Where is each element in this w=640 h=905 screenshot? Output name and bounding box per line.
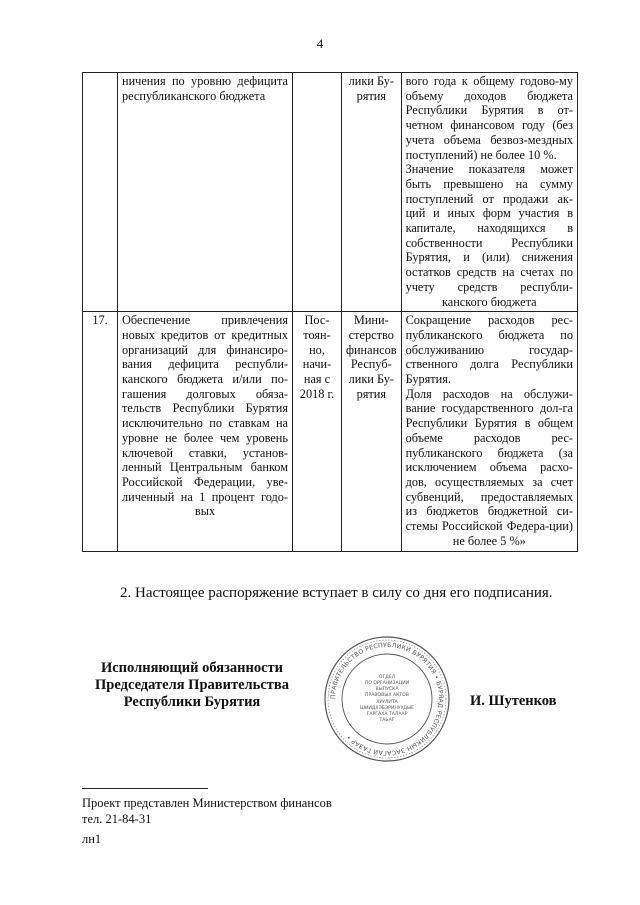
seal-center-text: ТАЬАГ [379, 718, 395, 723]
executor-cell: лики Бу-рятия [342, 73, 402, 312]
indicator-paragraph: Значение показателя может быть превышено на сумму поступлений от продажи ак-ций и иных форм участия в капитале, находящихся в собственности Республики Бурятия, и (или) снижения остатков средств на счетах по учету средств республи-канского бюджета [405, 162, 573, 309]
seal-center-text: ВЫПУСКА [375, 687, 399, 692]
footer-note-line: Проект представлен Министерством финансов [82, 796, 332, 810]
term-cell: Пос-тоян-но, начи-ная с 2018 г. [293, 312, 342, 551]
row-number-cell [83, 73, 118, 312]
row-number-cell: 17. [83, 312, 118, 551]
signatory-title-line: Председателя Правительства [95, 677, 289, 693]
seal-center-text: ПРАВОВЫХ АКТОВ [365, 693, 409, 698]
footer-divider [82, 788, 208, 789]
indicator-cell [401, 73, 577, 312]
seal-center-text: ШИИДХЭБЭРИНУУДЫЕ [360, 706, 414, 711]
seal-center-text: ГАРГАХА ТАЛААР [366, 712, 408, 717]
table-row [83, 73, 578, 312]
measure-name-text: Обеспечение привлечения новых кредитов от кредитных организаций для финансиро-вания дефицита республи-канского бюджета и/или по-гашения долговых обяза-тельств Республики Бурятия исключительно по ставкам на уровне не более чем уровень ключевой ставки, установ-ленный Центральным банком Российской Федерации, уве-личенный на 1 процент годо-вых [122, 313, 288, 519]
footer-note-line: тел. 21-84-31 [82, 812, 152, 826]
executor-cell: Мини-стерство финансов Респуб-лики Бу-рятия [342, 312, 402, 551]
indicator-paragraph: Сокращение расходов рес-публиканского бюджета по обслуживанию государ-ственного долга Республики Бурятия. [405, 313, 573, 387]
official-seal-icon [322, 634, 452, 764]
signatory-title-line: Исполняющий обязанности [100, 660, 284, 676]
footer-note [82, 795, 332, 827]
signatory-name: И. Шутенков [470, 693, 557, 709]
seal-ring-text: ПРАВИТЕЛЬСТВО РЕСПУБЛИКИ БУРЯТИЯ • БУРЯАД РЕСПУБЛИКЫН ЗАСАГАЙ ГАЗАР • [329, 641, 445, 757]
seal-center-text: ПО ОРГАНИЗАЦИИ [364, 681, 410, 686]
indicator-paragraph: вого года к общему годово-му объему доходов бюджета Республики Бурятия в от-четном финансовом году (без учета объема безвоз-мездных поступлений) не более 10 %. [405, 74, 573, 162]
measures-table [82, 72, 578, 552]
footer-code: лн1 [82, 832, 102, 846]
effective-date-clause: 2. Настоящее распоряжение вступает в силу со дня его подписания. [120, 585, 553, 601]
seal-center-text: ОТДЕЛ [378, 675, 396, 680]
page-number: 4 [316, 36, 324, 51]
signatory-title [82, 660, 302, 711]
signatory-title-line: Республики Бурятия [123, 694, 261, 710]
seal-center-text: ХУУЛИТА [376, 700, 398, 705]
indicator-cell [401, 312, 577, 551]
table-row [83, 312, 578, 551]
term-cell [293, 73, 342, 312]
indicator-paragraph: Доля расходов на обслужи-вание государственного дол-га Республики Бурятия в общем объеме расходов рес-публиканского бюджета (за исключением объема расхо-дов, осуществляемых за счет субвенций, предоставляемых из бюджетов бюджетной си-стемы Российской Федера-ции) не более 5 %» [405, 386, 573, 548]
measure-name-cell: ничения по уровню дефицита республиканского бюджета [118, 73, 293, 312]
measure-name-cell [118, 312, 293, 551]
